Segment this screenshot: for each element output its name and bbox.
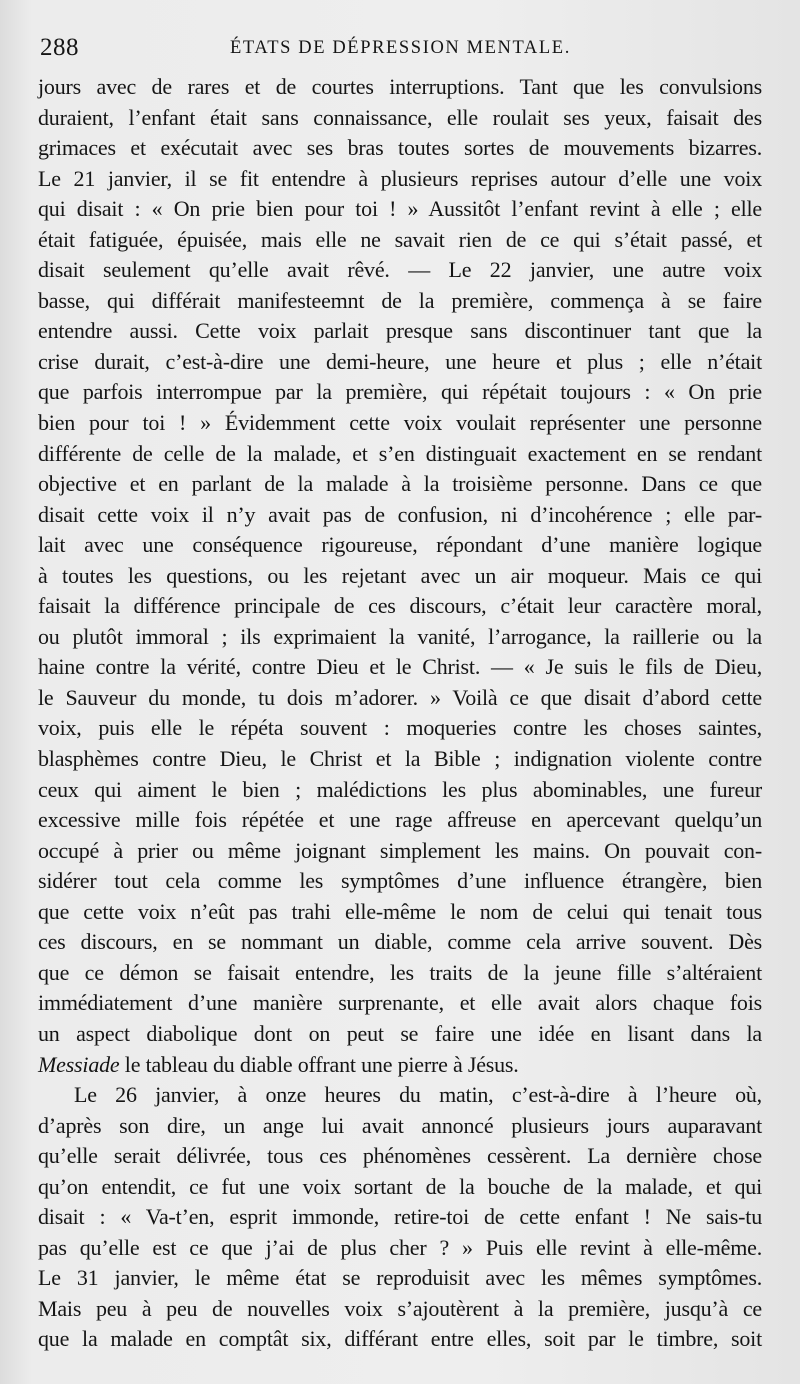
body-text [38, 72, 762, 1355]
text-line: d’après son dire, un ange lui avait annoncé plusieurs jours auparavant [38, 1112, 762, 1138]
text-line: Mais peu à peu de nouvelles voix s’ajoutèrent à la première, jusqu’à ce [38, 1295, 762, 1321]
text-line: haine contre la vérité, contre Dieu et le Christ. — « Je suis le fils de Dieu, [38, 654, 762, 680]
text-line: ces discours, en se nommant un diable, comme cela arrive souvent. Dès [38, 929, 762, 955]
text-span: le tableau du diable offrant une pierre à Jésus. [119, 1051, 519, 1077]
text-line: sidérer tout cela comme les symptômes d’une influence étrangère, bien [38, 868, 762, 894]
text-line: le Sauveur du monde, tu dois m’adorer. » Voilà ce que disait d’abord cette [38, 684, 762, 710]
text-line: jours avec de rares et de courtes interruptions. Tant que les convulsions [38, 74, 762, 99]
text-line: voix, puis elle le répéta souvent : moqueries contre les choses saintes, [38, 715, 762, 741]
text-line: excessive mille fois répétée et une rage affreuse en apercevant quelqu’un [38, 807, 762, 833]
text-line: un aspect diabolique dont on peut se faire une idée en lisant dans la [38, 1020, 762, 1046]
text-line [38, 1050, 762, 1081]
text-line: immédiatement d’une manière surprenante, et elle avait alors chaque fois [38, 990, 762, 1016]
text-line: que la malade en comptât six, différant entre elles, soit par le timbre, soit [38, 1326, 762, 1352]
text-line: lait avec une conséquence rigoureuse, répondant d’une manière logique [38, 532, 762, 558]
paragraph [38, 72, 762, 1080]
text-line: entendre aussi. Cette voix parlait presque sans discontinuer tant que la [38, 318, 762, 344]
text-line: occupé à prier ou même joignant simplement les mains. On pouvait con- [38, 837, 762, 863]
text-line: différente de celle de la malade, et s’en distinguait exactement en se rendant [38, 440, 762, 466]
text-line: disait : « Va-t’en, esprit immonde, retire-toi de cette enfant ! Ne sais-tu [38, 1204, 762, 1230]
text-line: blasphèmes contre Dieu, le Christ et la Bible ; indignation violente contre [38, 746, 762, 772]
text-line: ceux qui aiment le bien ; malédictions les plus abominables, une fureur [38, 776, 762, 802]
text-line: crise durait, c’est-à-dire une demi-heure, une heure et plus ; elle n’était [38, 348, 762, 374]
text-line: pas qu’elle est ce que j’ai de plus cher ? » Puis elle revint à elle-même. [38, 1234, 762, 1260]
text-line: basse, qui différait manifesteemnt de la première, commença à se faire [38, 287, 762, 313]
text-line: disait cette voix il n’y avait pas de confusion, ni d’incohérence ; elle par- [38, 501, 762, 527]
text-line: ou plutôt immoral ; ils exprimaient la vanité, l’arrogance, la raillerie ou la [38, 623, 762, 649]
text-line: duraient, l’enfant était sans connaissance, elle roulait ses yeux, faisait des [38, 104, 762, 130]
page-number: 288 [40, 34, 79, 61]
text-line: que parfois interrompue par la première, qui répétait toujours : « On prie [38, 379, 762, 405]
text-line: à toutes les questions, ou les rejetant avec un air moqueur. Mais ce qui [38, 562, 762, 588]
text-line: bien pour toi ! » Évidemment cette voix voulait représenter une personne [38, 410, 762, 436]
text-line: faisait la différence principale de ces discours, c’était leur caractère moral, [38, 593, 762, 619]
text-line: qui disait : « On prie bien pour toi ! » Aussitôt l’enfant revint à elle ; elle [38, 196, 762, 222]
page-header [40, 34, 764, 66]
text-line: grimaces et exécutait avec ses bras toutes sortes de mouvements bizarres. [38, 135, 762, 161]
text-line: qu’elle serait délivrée, tous ces phénomènes cessèrent. La dernière chose [38, 1143, 762, 1169]
text-line: Le 31 janvier, le même état se reproduisit avec les mêmes symptômes. [38, 1265, 762, 1291]
paragraph [38, 1080, 762, 1355]
text-line: que cette voix n’eût pas trahi elle-même le nom de celui qui tenait tous [38, 898, 762, 924]
running-title: ÉTATS DE DÉPRESSION MENTALE. [230, 38, 571, 58]
text-line: disait seulement qu’elle avait rêvé. — Le 22 janvier, une autre voix [38, 257, 762, 283]
text-line: qu’on entendit, ce fut une voix sortant de la bouche de la malade, et qui [38, 1173, 762, 1199]
text-line: était fatiguée, épuisée, mais elle ne savait rien de ce qui s’était passé, et [38, 226, 762, 252]
text-line: que ce démon se faisait entendre, les traits de la jeune fille s’altéraient [38, 959, 762, 985]
italic-title: Messiade [38, 1051, 120, 1077]
text-line: Le 26 janvier, à onze heures du matin, c’est-à-dire à l’heure où, [74, 1082, 762, 1108]
text-line: objective et en parlant de la malade à la troisième personne. Dans ce que [38, 471, 762, 497]
text-line: Le 21 janvier, il se fit entendre à plusieurs reprises autour d’elle une voix [38, 165, 762, 191]
